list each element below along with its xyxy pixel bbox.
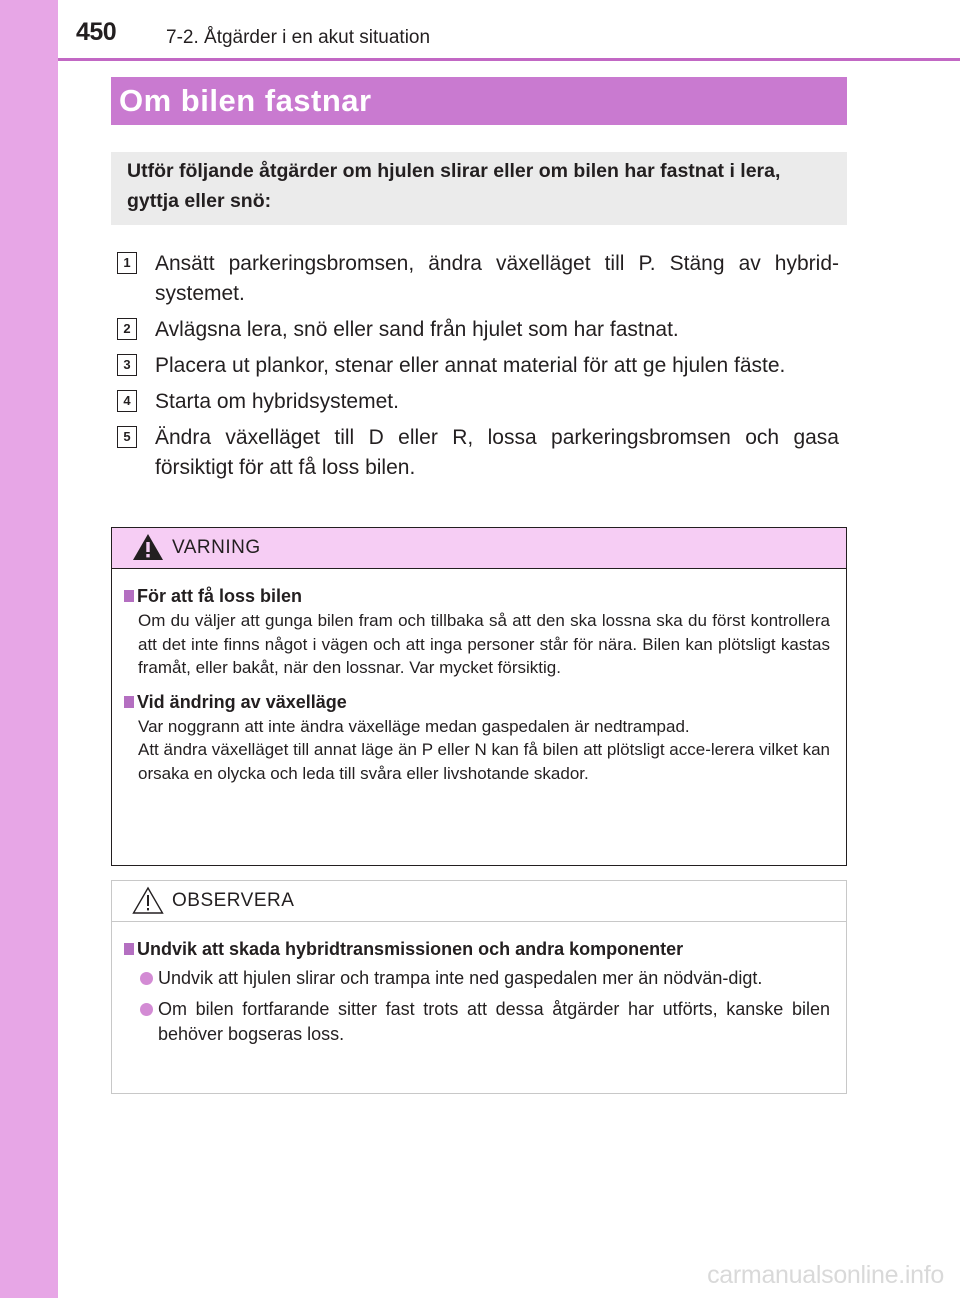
- warning-body: [112, 569, 846, 785]
- warning-box: [111, 527, 847, 866]
- header-rule: [58, 58, 960, 61]
- step-item: [117, 351, 839, 381]
- warning-item-text: Var noggrann att inte ändra växelläge medan gaspedalen är nedtrampad.: [138, 716, 690, 736]
- step-item: [117, 249, 839, 309]
- notice-bullet: [123, 966, 830, 991]
- notice-body: [112, 922, 846, 1047]
- warning-label: VARNING: [172, 537, 261, 558]
- step-text: Starta om hybridsystemet.: [155, 390, 399, 413]
- notice-item-title-text: Undvik att skada hybridtransmissionen och andra komponenter: [137, 939, 684, 959]
- step-text: Avlägsna lera, snö eller sand från hjulet som har fastnat.: [155, 318, 679, 341]
- circle-bullet-icon: [140, 972, 153, 985]
- page-number: 450: [76, 18, 117, 46]
- square-bullet-icon: [124, 696, 134, 708]
- warning-item-text: Att ändra växelläget till annat läge än P eller N kan få bilen att plötsligt acce-lerera vilket kan orsaka en olycka och leda till svåra eller livshotande skador.: [138, 740, 830, 783]
- step-item: [117, 315, 839, 345]
- step-text: Ändra växelläget till D eller R, lossa parkeringsbromsen och gasa försiktigt för att få loss bilen.: [155, 426, 839, 479]
- notice-label: OBSERVERA: [172, 890, 295, 911]
- page-title: Om bilen fastnar: [111, 77, 847, 125]
- notice-bullet-text: Undvik att hjulen slirar och trampa inte ned gaspedalen mer än nödvän-digt.: [158, 968, 763, 988]
- watermark: carmanualsonline.info: [707, 1261, 944, 1289]
- warning-item-title: [123, 583, 830, 609]
- square-bullet-icon: [124, 943, 134, 955]
- step-text: Ansätt parkeringsbromsen, ändra växelläget till P. Stäng av hybrid-systemet.: [155, 252, 839, 305]
- square-bullet-icon: [124, 590, 134, 602]
- left-color-strip: [0, 0, 58, 1298]
- circle-bullet-icon: [140, 1003, 153, 1016]
- notice-box: [111, 880, 847, 1094]
- warning-triangle-icon: [132, 533, 164, 561]
- notice-item-title: [123, 936, 830, 962]
- step-item: [117, 387, 839, 417]
- warning-item-title-text: För att få loss bilen: [137, 586, 303, 606]
- step-item: [117, 423, 839, 483]
- notice-header: [112, 881, 846, 922]
- step-number: 3: [117, 354, 137, 376]
- step-number: 4: [117, 390, 137, 412]
- steps-list: [117, 249, 839, 489]
- intro-box: [111, 152, 847, 225]
- warning-header: [112, 528, 846, 569]
- step-number: 1: [117, 252, 137, 274]
- notice-bullet-text: Om bilen fortfarande sitter fast trots att dessa åtgärder har utförts, kanske bilen behöver bogseras loss.: [158, 999, 830, 1044]
- intro-text: Utför följande åtgärder om hjulen slirar eller om bilen har fastnat i lera, gyttja eller snö:: [127, 160, 781, 212]
- step-text: Placera ut plankor, stenar eller annat material för att ge hjulen fäste.: [155, 354, 786, 377]
- step-number: 5: [117, 426, 137, 448]
- warning-item-title: [123, 689, 830, 715]
- notice-bullet: [123, 997, 830, 1047]
- warning-item-text: Om du väljer att gunga bilen fram och tillbaka så att den ska lossna ska du först kontrollera att det inte finns något i vägen och att inga personer står för nära. Bilen kan plötsligt kastas framåt, eller bakåt, när den lossnar. Var mycket försiktig.: [138, 611, 830, 677]
- caution-triangle-outline-icon: [132, 886, 164, 914]
- warning-item-title-text: Vid ändring av växelläge: [137, 691, 347, 712]
- section-title: 7-2. Åtgärder i en akut situation: [166, 27, 431, 48]
- step-number: 2: [117, 318, 137, 340]
